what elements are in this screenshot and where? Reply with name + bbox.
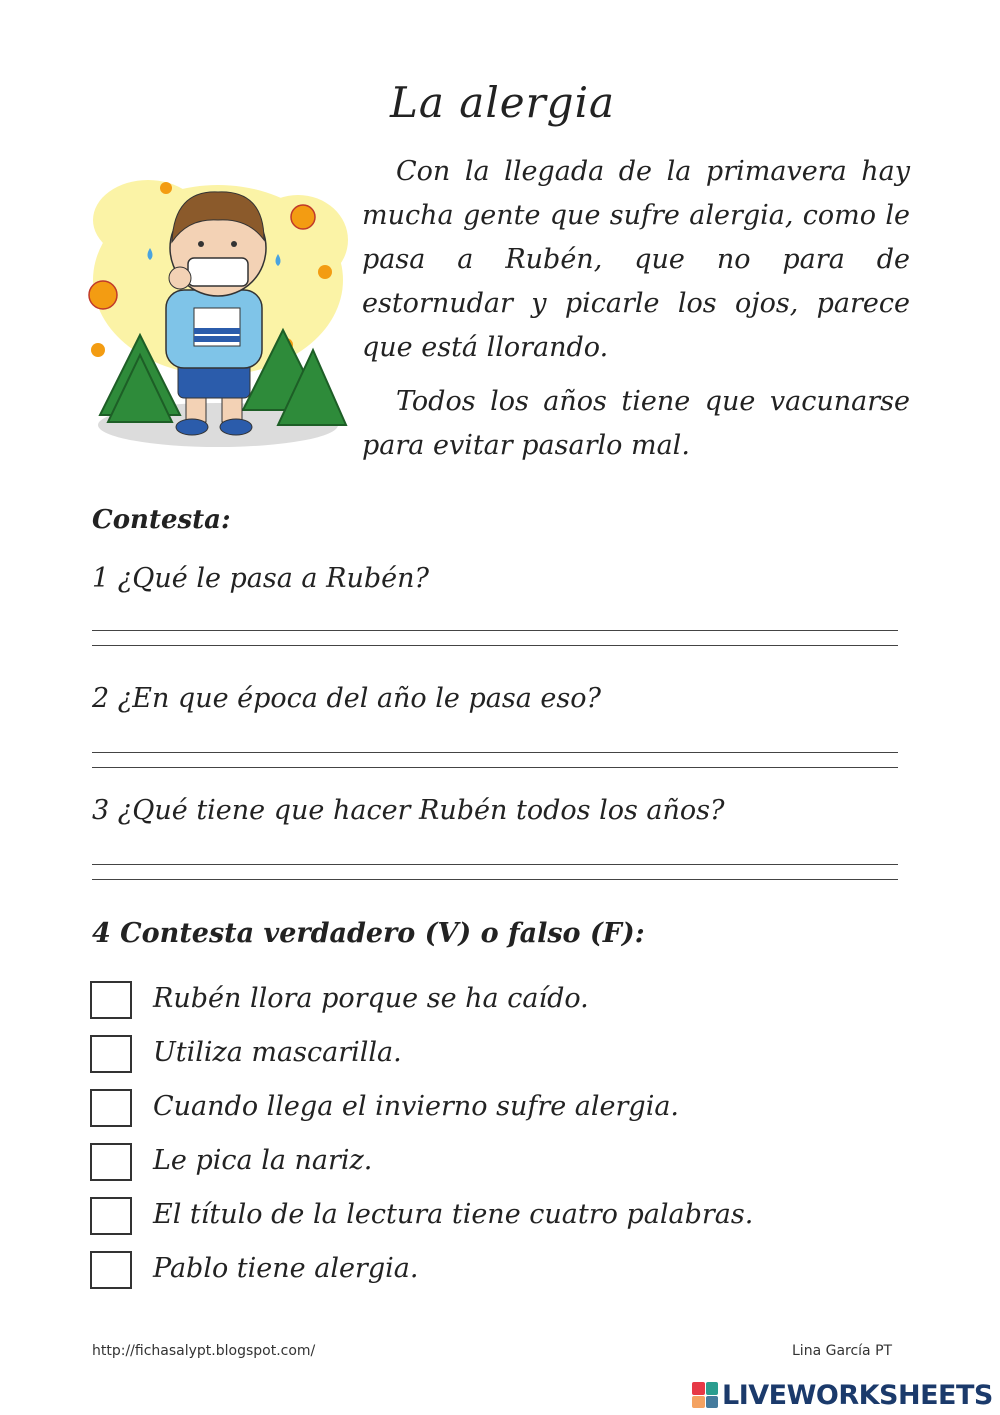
answer-checkbox[interactable] bbox=[90, 1197, 132, 1235]
answer-checkbox[interactable] bbox=[90, 1089, 132, 1127]
true-false-statement: Utiliza mascarilla. bbox=[153, 1037, 402, 1068]
question-3: 3 ¿Qué tiene que hacer Rubén todos los años? bbox=[92, 795, 725, 826]
answer-checkbox[interactable] bbox=[90, 1251, 132, 1289]
true-false-statement: Cuando llega el invierno sufre alergia. bbox=[153, 1091, 680, 1122]
liveworksheets-brand[interactable] bbox=[692, 1378, 993, 1412]
page-title: La alergia bbox=[390, 78, 616, 127]
footer-url: http://fichasalypt.blogspot.com/ bbox=[92, 1343, 316, 1359]
reading-paragraph-2: Todos los años tiene que vacunarse para evitar pasarlo mal. bbox=[362, 386, 910, 461]
true-false-title: 4 Contesta verdadero (V) o falso (F): bbox=[92, 918, 645, 949]
answer-line-2[interactable] bbox=[92, 752, 898, 768]
brand-name: LIVEWORKSHEETS bbox=[722, 1379, 993, 1411]
question-2: 2 ¿En que época del año le pasa eso? bbox=[92, 683, 601, 714]
allergy-boy-illustration bbox=[88, 160, 350, 450]
true-false-statement: Pablo tiene alergia. bbox=[153, 1253, 419, 1284]
answer-checkbox[interactable] bbox=[90, 981, 132, 1019]
liveworksheets-logo-icon bbox=[692, 1382, 718, 1408]
footer-author: Lina García PT bbox=[792, 1343, 893, 1359]
answer-line-1[interactable] bbox=[92, 630, 898, 646]
true-false-statement: Rubén llora porque se ha caído. bbox=[153, 983, 589, 1014]
question-1: 1 ¿Qué le pasa a Rubén? bbox=[92, 563, 429, 594]
answer-line-3[interactable] bbox=[92, 864, 898, 880]
true-false-statement: Le pica la nariz. bbox=[153, 1145, 373, 1176]
answer-checkbox[interactable] bbox=[90, 1035, 132, 1073]
section-title: Contesta: bbox=[92, 505, 231, 535]
true-false-statement: El título de la lectura tiene cuatro palabras. bbox=[153, 1199, 754, 1230]
reading-paragraph-1: Con la llegada de la primavera hay mucha gente que sufre alergia, como le pasa a Rubén, que no para de estornudar y picarle los ojos, parece que está llorando. bbox=[362, 156, 910, 363]
answer-checkbox[interactable] bbox=[90, 1143, 132, 1181]
